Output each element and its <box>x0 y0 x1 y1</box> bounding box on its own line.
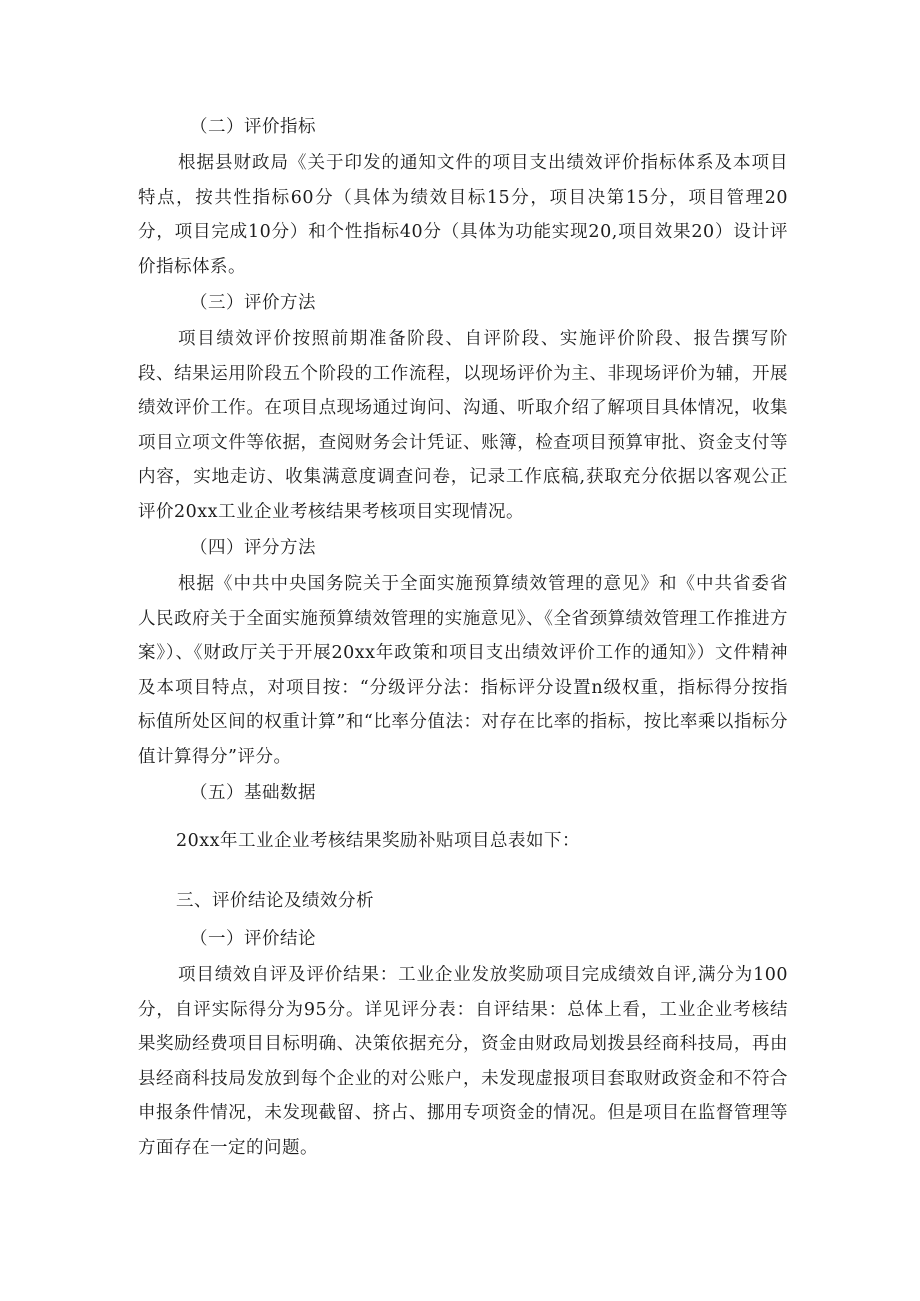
section-heading-evaluation-indicators: （二）评价指标 <box>190 117 316 137</box>
part-heading-conclusion-analysis: 三、评价结论及绩效分析 <box>176 891 374 911</box>
section-heading-basic-data: （五）基础数据 <box>190 783 316 803</box>
paragraph-basic-data: 20xx年工业企业考核结果奖励补贴项目总表如下： <box>176 831 581 851</box>
paragraph-scoring-method: 根据《中共中央国务院关于全面实施预算绩效管理的意见》和《中共省委省人民政府关于全面实施预算绩效管理的实施意见》、《全省颈算绩效管理工作推进方案》）、《财政厅关于开展20xx年政策和项目支出绩效评价工作的通知》）文件精神及本项目特点，对项目按：“分级评分法：指标评分设置n级权重，指标得分按指标值所处区间的权重计算”和“比率分值法：对存在比率的指标，按比率乘以指标分值计算得分”评分。 <box>138 574 788 767</box>
paragraph-evaluation-method: 项目绩效评价按照前期准备阶段、自评阶段、实施评价阶段、报告撰写阶段、结果运用阶段五个阶段的工作流程，以现场评价为主、非现场评价为辅，开展绩效评价工作。在项目点现场通过询问、沟通、听取介绍了解项目具体情况，收集项目立项文件等依据，查阅财务会计凭证、账簿，检查项目预算审批、资金支付等内容，实地走访、收集满意度调查问卷，记录工作底稿,获取充分依据以客观公正评价20xx工业企业考核结果考核项目实现情况。 <box>138 329 788 522</box>
spacer <box>138 812 788 822</box>
section-heading-evaluation-conclusion: （一）评价结论 <box>190 929 316 949</box>
paragraph-evaluation-indicators: 根据县财政局《关于印发的通知文件的项目支出绩效评价指标体系及本项目特点，按共性指标60分（具体为绩效目标15分，项目决第15分，项目管理20分，项目完成10分）和个性指标40分（具体为功能实现20,项目效果20）设计评价指标体系。 <box>138 153 788 277</box>
section-heading-evaluation-method: （三）评价方法 <box>190 293 316 313</box>
spacer <box>138 860 788 882</box>
section-heading-scoring-method: （四）评分方法 <box>190 538 316 558</box>
paragraph-evaluation-conclusion: 项目绩效自评及评价结果：工业企业发放奖励项目完成绩效自评,满分为100分，自评实际得分为95分。详见评分表：自评结果：总体上看，工业企业考核结果奖励经费项目目标明确、决策依据充分，资金由财政局划拨县经商科技局，再由县经商科技局发放到每个企业的对公账户，未发现虚报项目套取财政资金和不符合申报条件情况，未发现截留、挤占、挪用专项资金的情况。但是项目在监督管理等方面存在一定的问题。 <box>138 965 788 1158</box>
document-body <box>138 108 788 1165</box>
